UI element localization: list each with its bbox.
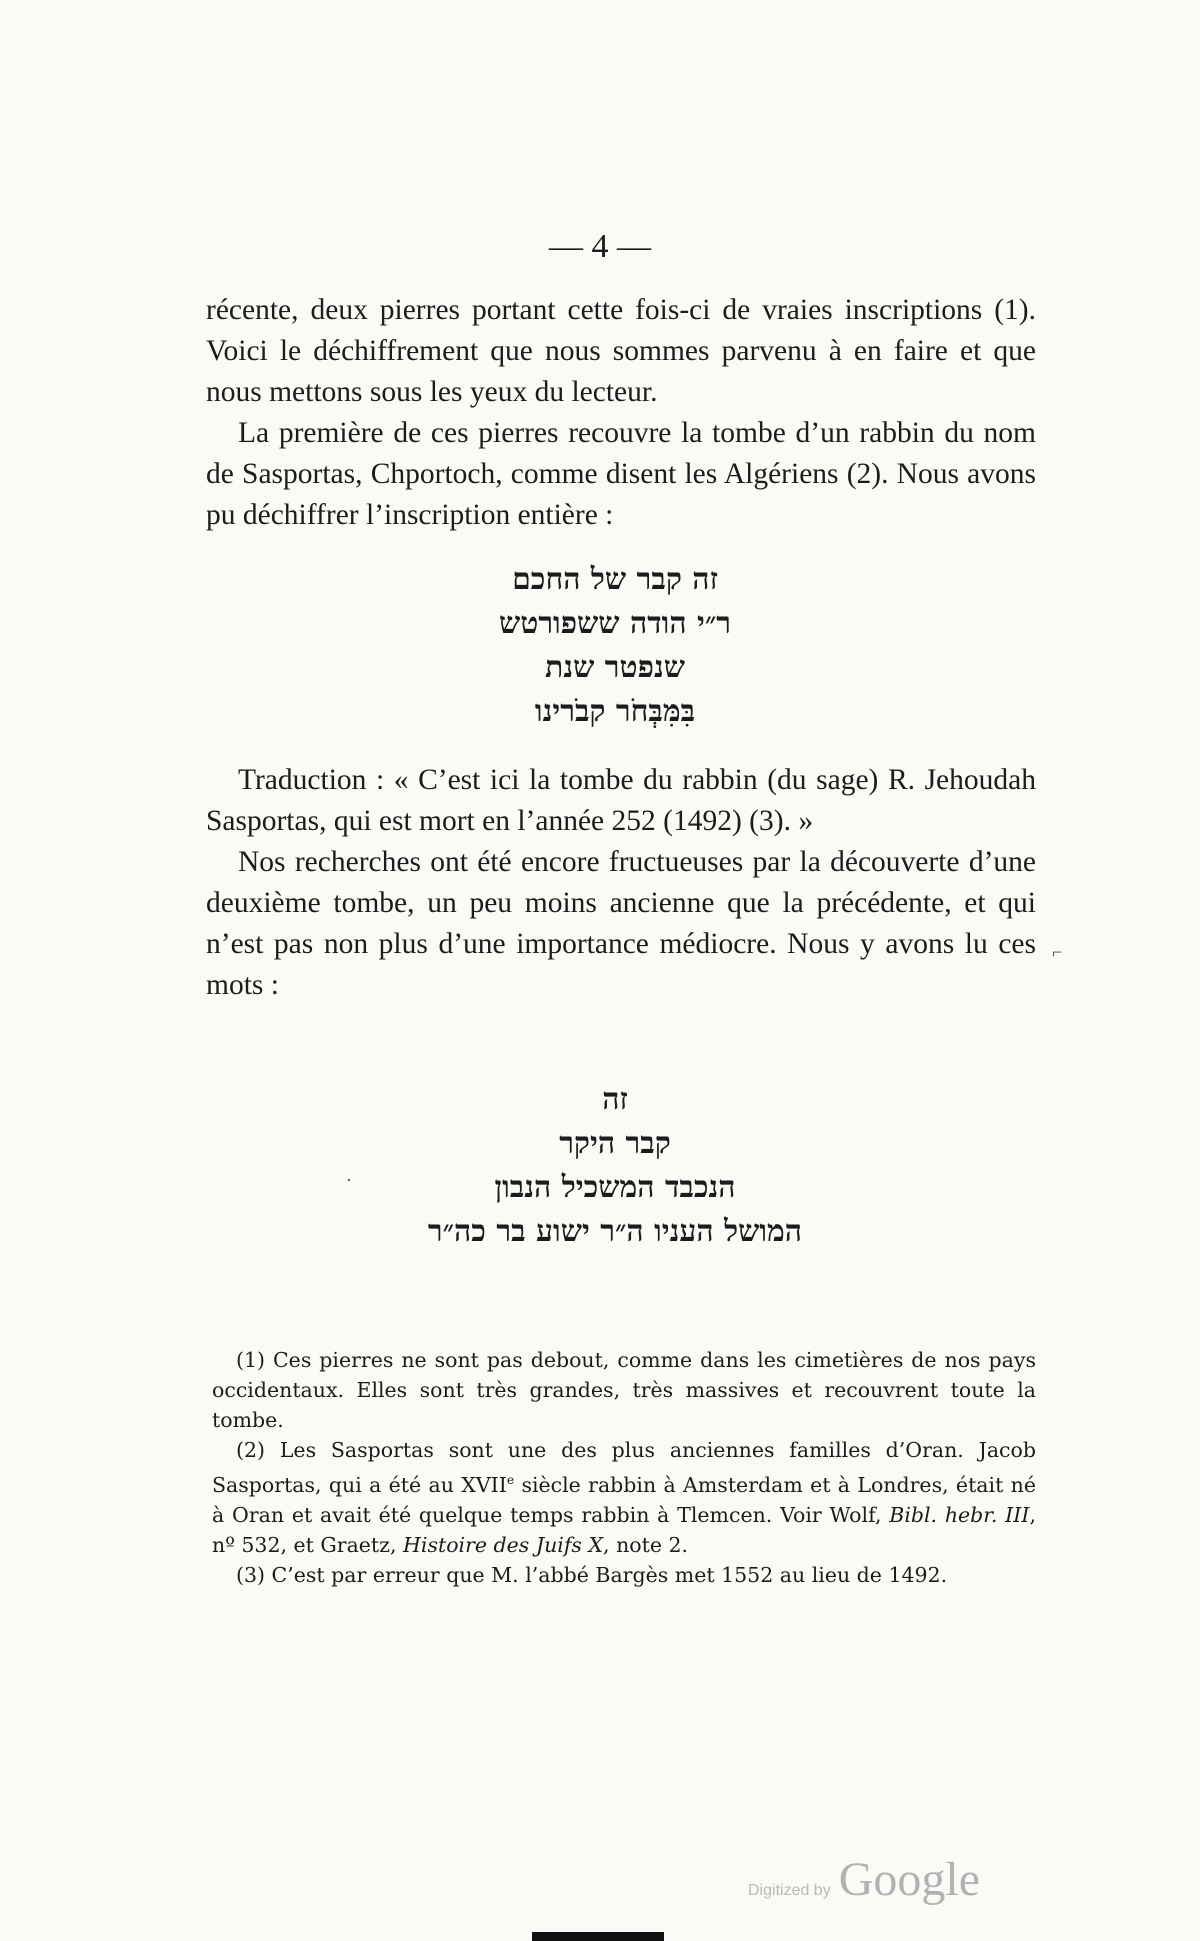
hebrew-line: שנפטר שנת: [545, 650, 685, 685]
footnote-2-text: , note 2.: [603, 1532, 689, 1557]
hebrew-line: הנכבד המשכיל הנבון: [494, 1170, 736, 1205]
hebrew-line: זה קבר של החכם: [512, 562, 718, 597]
footnote-2-text: siècle rabbin à Amsterdam et à Londres, était né à Oran et avait été quelque temps rabbin à Tlemcen. Voir Wolf,: [212, 1472, 1036, 1527]
hebrew-line: המושל העניו ה״ר ישוע בר כה״ר: [427, 1214, 803, 1249]
bottom-edge-bar: [532, 1932, 664, 1941]
citation-title: Bibl. hebr. III: [889, 1502, 1030, 1527]
footnote-2-text: (2) Les Sasportas sont une des plus anciennes familles d’Oran. Jacob Sasportas, qui a été au XVII: [212, 1438, 1036, 1497]
paragraph: La première de ces pierres recouvre la tombe d’un rabbin du nom de Sasportas, Chportoch, comme disent les Algériens (2). Nous avons pu déchiffrer l’inscription entière :: [206, 417, 1036, 531]
paragraph: Nos recherches ont été encore fructueuses par la découverte d’une deuxième tombe, un peu moins ancienne que la précédente, et qui n’est pas non plus d’une importance médiocre. Nous y avons lu ces mots :: [206, 846, 1036, 1001]
hebrew-line: בִּמִּבְּחֹר קבֹרינו: [534, 694, 696, 729]
hebrew-inscription-2: [0, 1078, 1200, 1254]
stray-dot: ·: [346, 1170, 352, 1190]
footnotes: [212, 1345, 1036, 1590]
main-text-block-1: [206, 290, 1036, 536]
watermark-small-text: Digitized by: [748, 1882, 831, 1899]
hebrew-line: ר״י הודה ששפורטש: [498, 606, 732, 641]
stray-mark: ⌐: [1052, 942, 1063, 962]
footnote-2: [212, 1435, 1036, 1560]
footnote-3: (3) C’est par erreur que M. l’abbé Bargès met 1552 au lieu de 1492.: [236, 1562, 948, 1587]
superscript: e: [506, 1473, 515, 1487]
hebrew-line: זה: [602, 1082, 628, 1117]
footnote-2-text: , nº 532, et Graetz,: [212, 1502, 1036, 1557]
footnote-1: (1) Ces pierres ne sont pas debout, comme dans les cimetières de nos pays occidentaux. Elles sont très grandes, très massives et recouvrent toute la tombe.: [212, 1348, 1036, 1432]
digitized-by-google-watermark: [748, 1852, 980, 1912]
hebrew-line: קבר היקר: [559, 1126, 671, 1161]
hebrew-inscription-1: [0, 558, 1200, 734]
page-number: — 4 —: [549, 228, 651, 265]
paragraph: récente, deux pierres portant cette fois-ci de vraies inscriptions (1). Voici le déchiffrement que nous sommes parvenu à en faire et que nous mettons sous les yeux du lecteur.: [206, 294, 1036, 408]
citation-title: Histoire des Juifs X: [403, 1532, 604, 1557]
paragraph: Traduction : « C’est ici la tombe du rabbin (du sage) R. Jehoudah Sasportas, qui est mort en l’année 252 (1492) (3). »: [206, 764, 1036, 837]
main-text-block-2: [206, 760, 1036, 1006]
google-logo: Google: [838, 1853, 981, 1906]
